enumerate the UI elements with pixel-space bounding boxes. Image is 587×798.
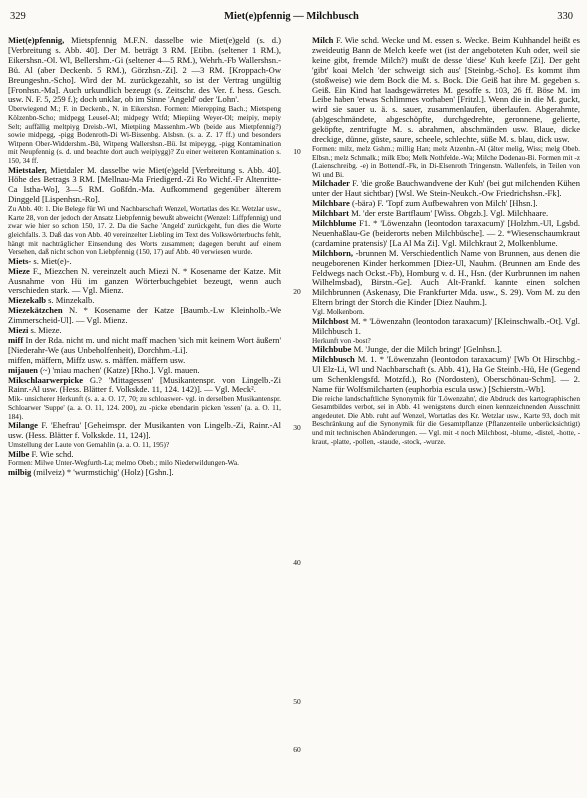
entry-text: F. 'die große Bauchwandvene der Kuh' (bei gut milchenden Kühen unter der Haut sichtbar) [Wsl. We Stein-Neukch.-Ow Friedrichshsn.-Fk]. [312, 178, 580, 199]
dictionary-entry [8, 421, 281, 441]
entry-text: M. 'Junge, der die Milch bringt' [Gelnhsn.]. [353, 344, 502, 355]
entry-text: s. Mieze. [30, 325, 62, 336]
page-number-left: 329 [10, 11, 26, 22]
entry-text: Herkunft von -bost? [312, 335, 371, 345]
line-number: 30 [293, 423, 301, 432]
headword: miff [8, 334, 24, 345]
headword: Milchader [312, 178, 350, 189]
right-column [312, 36, 580, 791]
entry-note [312, 145, 580, 179]
entry-text: Formen: milz, melz Gshm.; millig Han; melz Atzenhn.-Al (älter melig, Wiss; melg Obeb. Elbsn.; melz Schmalk.; milk Ebo; Melk Nothfelde.-Wa; Milche Dodenau-Bi. Formen mit -z (Laienschreibg. -e) in Bottendf.-Fk, in Di-Elsenroth Tringenstn. Wallenfels, in Teilen von Wi und Bi. [312, 143, 580, 179]
line-number: 20 [293, 287, 301, 296]
entry-text: Umstellung der Laute von Gemahlin (a. a. O. 11, 195)? [8, 439, 170, 449]
dictionary-entry [312, 249, 580, 308]
headword: Miezekätzchen [8, 305, 63, 316]
entry-text: F., Miezchen N. vereinzelt auch Miezi N. * Kosename der Katze. Mit Ausnahme von Hü im ganzen Wörterbuchgebiet bezeugt, wenn auch verschieden stark. — Vgl. Mienz. [8, 265, 281, 296]
entry-note [8, 205, 281, 257]
entry-text: miffen, mäffern, Miffz usw. s. mäffen. mäffern usw. [8, 354, 186, 365]
headword: Mietstaler, [8, 164, 47, 175]
dictionary-entry [8, 376, 281, 396]
dictionary-entry [8, 306, 281, 326]
entry-text: M. * 'Löwenzahn (leontodon taraxacum)' [Kleinschwalb.-Ot]. Vgl. Milchbusch 1. [312, 315, 580, 336]
headword: Miezekalb [8, 295, 46, 306]
entry-text: Mik- unsicherer Herkunft (s. a. a. O. 17, 70; zu schloaswer- vgl. in derselben Musikantenspr. Schloarwer 'Suppe' (a. a. O. 11, 124. 200), zu -picke ebendarin picken 'essen' (a. a. O. 11, 184). [8, 394, 281, 421]
headword: Milchbare [312, 198, 350, 209]
entry-text: s. Minzekalb. [48, 295, 95, 306]
headword: Milchbart [312, 208, 350, 219]
headword: Milbe [8, 448, 30, 459]
entry-text: F1. * 'Löwenzahn (leontodon taraxacum)' [Holzhm.-Ul, Lgsbd. Neuenhaßlau-Ge (beiderorts neben Milchbüsche]. — 2. *Wiesenschaumkraut (cardamine pratensis)' [La Al Ma Zi]. Vgl. Milchkraut 2, Molkenblume. [312, 217, 580, 248]
headword: Mieze [8, 265, 30, 276]
line-number: 60 [293, 745, 301, 754]
headword: Milchbube [312, 344, 352, 355]
dictionary-entry [8, 36, 281, 105]
dictionary-entry [312, 317, 580, 337]
headword: Miets- [8, 255, 32, 266]
entry-text: (~) 'miau machen' (Katze) [Rho.]. Vgl. mauen. [40, 364, 200, 375]
entry-text: N. * Kosename der Katze [Baumb.-Lw Kleinholb.-We Zimmerscheid-Ul]. — Vgl. Mienz. [8, 305, 281, 326]
entry-text: M. 1. * 'Löwenzahn (leontodon taraxacum)' [Wb Ot Hirschbg.-Ul Elz-Li, Wl und Nachbarschaft (s. Abb. 41), Ha Ge Steinb.-Hü, He (Gegend um Schenklengsfd. Motzfd.), Ro (Nordosten), Oberschönau-Schm]. — 2. Name für Wolfsmilcharten (euphorbia escula usw.) [Schierstn.-Wb]. [312, 354, 580, 394]
dictionary-entry [312, 219, 580, 249]
dictionary-entry [312, 355, 580, 395]
entry-text: In der Rda. nicht m. und nicht maff machen 'sich mit keinem Wort äußern' [Niederahr-We (aus Unbeholfenheit), Dorchhm.-Li]. [8, 334, 281, 355]
dictionary-entry [8, 468, 281, 478]
entry-text: Formen: Milwe Unter-Wegfurth-La; melmo Obeb.; milo Niederwildungen-Wa. [8, 458, 239, 468]
entry-text: F. Wie schd. Wecke und M. essen s. Wecke. Beim Kuhhandel heißt es zweideutig Bann de Melch keefe wet (ist der angeboteten Kuh oder, weil sie keine gibt, fremde Milch?) mußt de desse 'diese' Kuh keefe [Zi]. Der geht 'gibt' koai Melch 'der schweigt sich aus' [Steinbg.-Scho]. Es kommt ihm (stoßweise) wie dem Bock die M. s. Bock. Die Geiß hat ihre M. gegeben s. Geiß. Ein Kind hat laadsgewärretes M. gesoffe s. 103, 26 ff. Böse M. im Leibe haben 'etwas Schlimmes vorhaben' [Fritzl.]. Wenn die in die M. guckt, wird sie sauer u. ä. s. sauer, zusammenlaufen, überlaufen. Abgerahmte, (ab)geschmändete, abgeschöpfte, durchgedrehte, geronnene, gelierte, geköpfte, zentrifugte M. s. abrahmen, abschmänden usw. Blaue, dicke dreckige, dünne, güste, saure, scheele, schlechte, süße M. s. blau, dick usw. [312, 36, 580, 145]
headword: Miezi [8, 325, 29, 336]
headword: milbig [8, 467, 32, 478]
entry-text: Mietdaler M. dasselbe wie Miet(e)geld [Verbreitung s. Abb. 40]. Höhe des Betrags 3 RM. [Mellnau-Ma Friedigerd.-Zi Ro Wichf.-Fr Altenritte-Ca Istha-Wo], 3—5 RM. Goßfdn.-Ma. Aufkommend gegenüber älterem Dinggeld [Lispenhsn.-Ro]. [8, 164, 281, 205]
dictionary-entry [8, 336, 281, 356]
entry-text: Die reiche landschaftliche Synonymik für 'Löwenzahn', die Abdruck des kartographischen Gesamtbildes verbot, sei in Abb. 41 wenigstens durch einen kennzeichnenden Ausschnitt angedeutet. Die Abb. ruht auf Wenzel, Wortatlas des Kr. Wetzlar usw., Karte 93, doch mit Beschränkung auf die Synonymik für die Gesamtpflanze (Pflanzenteile unberücksichtigt) und mit technischen Abänderungen. — Vgl. mit -t noch Milchbost, -blume, -distel, -hotte, -kraut, -platte, -pollen, -staude, -stock, -wurze. [312, 393, 580, 446]
left-column [8, 36, 281, 791]
entry-text: Mietspfennig M.F.N. dasselbe wie Miet(e)geld (s. d.) [Verbreitung s. Abb. 40]. Der M. beträgt 3 RM. [Etibn. (seltener 1 RM.), Eikershsn.-Ol. Wl, Bellershm.-Gi (seltener 4—5 RM.), Wehrh.-Fb Wallershsn.-Bü. Al (aber Deckenb. 5 RM.), Görzhsn.-Zi]. 2 —3 RM. [Kroppach-Ow Breungeshn.-Scho]. Wird der M. zurückgezahlt, so ist der Vertrag ungültig [Fronhsn.-Ma]. Auch urkundlich bezeugt (s. Zeitschr. des Ver. f. hess. Gesch. usw. N. F. 5, 259 f.); doch unklar, ob im Sinne 'Angeld' oder 'Lohn'. [8, 36, 281, 105]
headword: Milange [8, 420, 38, 431]
headword: Miet(e)pfennig, [8, 36, 65, 45]
entry-note [8, 105, 281, 165]
headword: Milchborn, [312, 247, 354, 258]
entry-text: F. Wie schd. [31, 448, 74, 459]
entry-text: Vgl. Molkenborn. [312, 307, 365, 317]
dictionary-entry [8, 267, 281, 297]
entry-text: G.? 'Mittagessen' [Musikantenspr. von Lingelb.-Zi Rainr.-Al usw. (Hess. Blätter f. Volkskde. 11, 124. 142)]. — Vgl. Meck². [8, 374, 281, 395]
entry-text: F. 'Ehefrau' [Geheimspr. der Musikanten von Lingelb.-Zi, Rainr.-Al usw. (Hess. Blätter f. Volkskde. 11, 124)]. [8, 420, 281, 441]
running-header [10, 9, 573, 25]
dictionary-entry [8, 166, 281, 206]
entry-note [8, 395, 281, 421]
entry-text: M. 'der erste Bartflaum' [Wiss. Obgzb.]. Vgl. Milchhaare. [351, 208, 549, 219]
dictionary-entry [312, 179, 580, 199]
entry-text: (milveiz) * 'wurmstichig' (Holz) [Gshn.]. [33, 467, 174, 478]
entry-text: Zu Abb. 40: 1. Die Belege für Wi und Nachbarschaft Wenzel, Wortatlas des Kr. Wetzlar usw., Karte 28, von der jedoch der Ansatz Liebpfennig bewußt abweicht (Wenzel: Liffpfennig) und zwar wie hier so schon 150, 17. 2. Da die Sache 'Angeld' zurückgeht, fun dies die Worte gleichfalls. 3. Daß das von Abb. 40 vereinzelter Liebling im Text des Volkswörterbuchs fehlt, hängt mit nachträglicher Einsendung des Worts zusammen; dagegen beruht auf einem Versehen, daß nicht schon von Liebpfennig (150, 17) auf Abb. 40 verwiesen wurde. [8, 204, 281, 257]
headword: Milchblume [312, 217, 357, 228]
line-number: 40 [293, 558, 301, 567]
line-number: 50 [293, 697, 301, 706]
line-number-gutter [285, 36, 309, 791]
headword: Milchbost [312, 315, 349, 326]
running-title: Miet(e)pfennig — Milchbusch [224, 11, 359, 22]
headword: Milch [312, 36, 334, 45]
headword: Mikschlaarwerpicke [8, 374, 84, 385]
headword: mijauen [8, 364, 38, 375]
entry-text: (-bärə) F. 'Topf zum Aufbewahren von Milch' [Hhsn.]. [351, 198, 538, 209]
entry-text: Überwiegend M.; F. in Deckenb., N. in Eikershsn. Formen: Mierepping Bach.; Mietspeng Kölzenbn-Scho; midpegg Leusel-Al; midpegy Wtfd; Miepiing Weyer-Ol; meipiy, mepiy Selt; auffällig meltpiyg Dreisb.-Wl, Mietpiing Massenhm.-Wb (beide aus Mietpfennig?) sowie midpegg, -pigg Bodenroth-Di Wi-Bissenbg. Alsbsn. (s. a. Z. 17 ff.) und besonders Witpenn Ober-Widdershm.-Bü, Witpeng Wallershsn.-Bü. Ist mipeygg, -pigg Kontamination mit Neupfennig (s. d. und beachte dort auch weipiygg)? Zu einer weiteren Kontamination s. 150, 34 ff. [8, 104, 281, 165]
line-number: 10 [293, 147, 301, 156]
entry-text: -brunnen M. Verschiedentlich Name von Brunnen, aus denen die neugeborenen Kinder herkommen [Diez-Ul, Nauhm. (Brunnen am Ende des Feldwegs nach Ockst.-Fb), Homburg v. d. H., Hsn. (der Kurbrunnen im nahen Wilhelmsbad), Birstn.-Ge]. Auch Alt-Frankf. kannte einen solchen Milchbrunnen (Askenasy, Die Frankfurter Mda. usw., S. 29). Vom M. zu den Eltern bringt der Storch die Kinder [Diez Nauhm.]. [312, 247, 580, 308]
page-number-right: 330 [557, 11, 573, 22]
entry-text: s. Miet(e)-. [33, 255, 72, 266]
entry-note [312, 395, 580, 447]
headword: Milchbusch [312, 354, 355, 365]
dictionary-entry [312, 36, 580, 145]
